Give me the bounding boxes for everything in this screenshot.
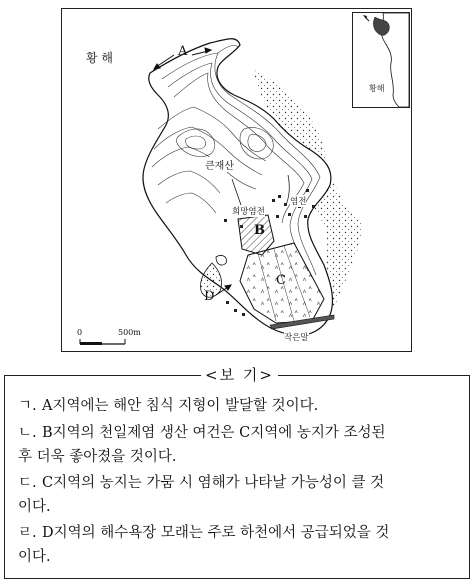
option-text-cont: 이다. bbox=[18, 499, 51, 515]
option-digeut bbox=[18, 471, 458, 519]
option-marker: ㄱ. bbox=[18, 398, 37, 414]
village-right-label: 염전 bbox=[290, 197, 307, 207]
option-rieul bbox=[18, 521, 458, 569]
option-text: B지역의 천일제염 생산 여건은 C지역에 농지가 조성된 bbox=[42, 425, 386, 441]
option-marker: ㄷ. bbox=[18, 475, 37, 491]
option-marker: ㄴ. bbox=[18, 425, 37, 441]
scale-zero: 0 bbox=[77, 328, 83, 337]
option-text-cont: 이다. bbox=[18, 549, 51, 565]
scale-distance: 500m bbox=[118, 328, 141, 337]
locator-inset-map bbox=[352, 12, 410, 108]
topographic-map bbox=[61, 8, 412, 352]
options-title: <보 기> bbox=[201, 364, 278, 385]
option-text-cont: 후 더욱 좋아졌을 것이다. bbox=[18, 449, 177, 465]
sea-label: 황 해 bbox=[86, 51, 113, 65]
label-c: C bbox=[276, 273, 286, 288]
salt-farm-label: 희망염전 bbox=[232, 207, 265, 217]
label-a: A bbox=[178, 44, 188, 59]
option-text: A지역에는 해안 침식 지형이 발달할 것이다. bbox=[42, 398, 319, 414]
option-nieun bbox=[18, 421, 458, 469]
option-marker: ㄹ. bbox=[18, 525, 37, 541]
option-text: D지역의 해수욕장 모래는 주로 하천에서 공급되었을 것 bbox=[42, 525, 390, 541]
mountain-label: 큰재산 bbox=[205, 157, 234, 172]
label-d: D bbox=[204, 289, 215, 304]
village-bottom-label: 작은말 bbox=[284, 333, 309, 343]
option-giyeok bbox=[18, 394, 458, 418]
label-b: B bbox=[254, 223, 265, 238]
option-text: C지역의 농지는 가뭄 시 염해가 나타날 가능성이 클 것 bbox=[42, 475, 385, 491]
inset-sea-label: 황해 bbox=[369, 84, 385, 93]
scale-bar bbox=[80, 339, 125, 345]
